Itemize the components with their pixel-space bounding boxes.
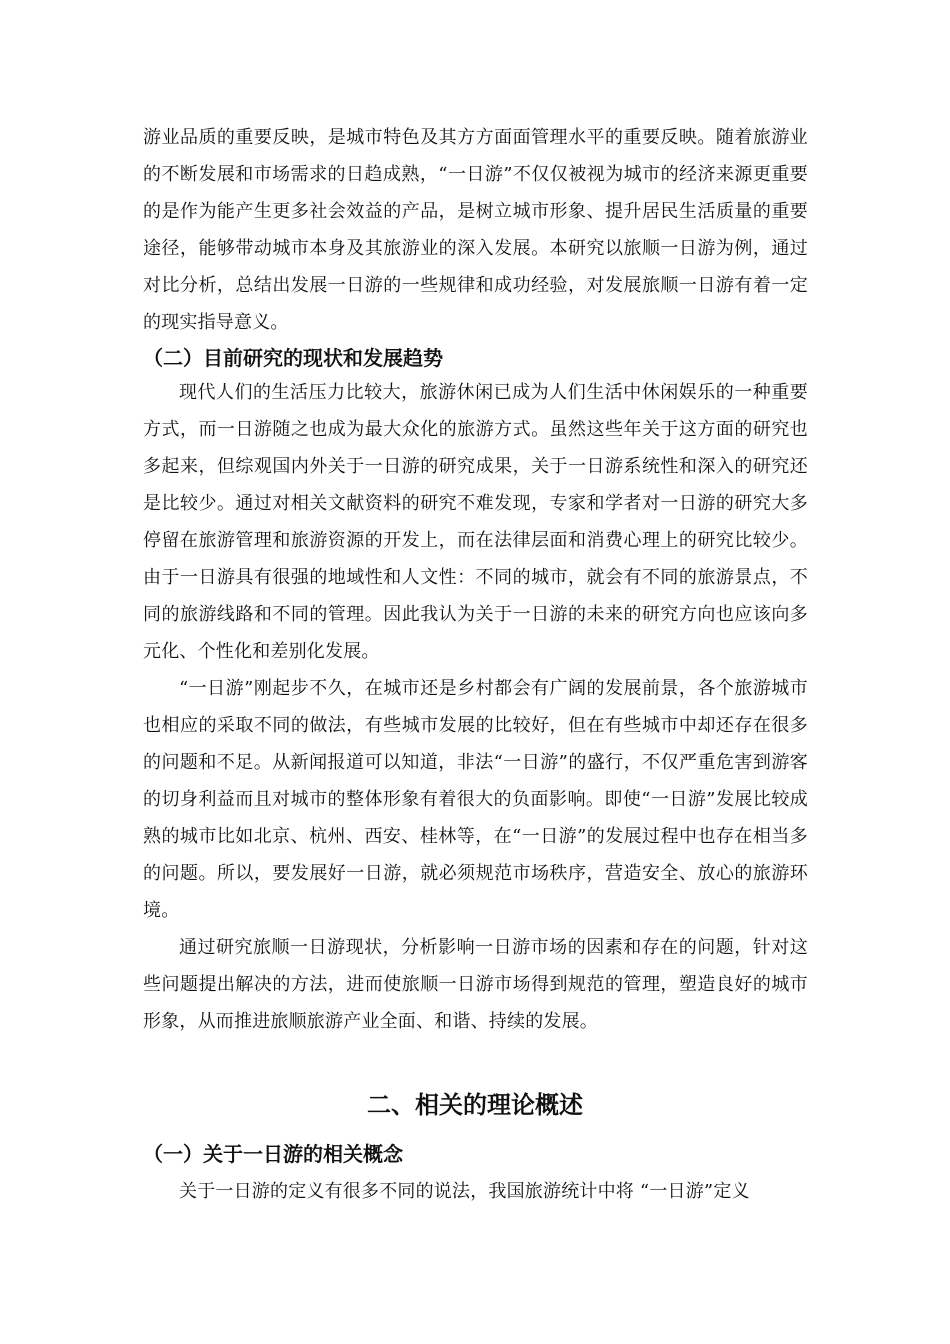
section-heading-concepts: （一）关于一日游的相关概念	[143, 1142, 403, 1166]
paragraph-development-issues: “一日游”刚起步不久，在城市还是乡村都会有广阔的发展前景，各个旅游城市也相应的采取不同的做法，有些城市发展的比较好，但在有些城市中却还存在很多的问题和不足。从新闻报道可以知道，非法“一日游”的盛行，不仅严重危害到游客的切身利益而且对城市的整体形象有着很大的负面影响。即使“一日游”发展比较成熟的城市比如北京、杭州、西安、桂林等，在“一日游”的发展过程中也存在相当多的问题。所以，要发展好一日游，就必须规范市场秩序，营造安全、放心的旅游环境。	[143, 678, 808, 921]
paragraph-intro-continued: 游业品质的重要反映，是城市特色及其方方面面管理水平的重要反映。随着旅游业的不断发展和市场需求的日趋成熟，“一日游”不仅仅被视为城市的经济来源更重要的是作为能产生更多社会效益的产品，是树立城市形象、提升居民生活质量的重要途径，能够带动城市本身及其旅游业的深入发展。本研究以旅顺一日游为例，通过对比分析，总结出发展一日游的一些规律和成功经验，对发展旅顺一日游有着一定的现实指导意义。	[143, 127, 808, 333]
paragraph-research-status: 现代人们的生活压力比较大，旅游休闲已成为人们生活中休闲娱乐的一种重要方式，而一日游随之也成为最大众化的旅游方式。虽然这些年关于这方面的研究也多起来，但综观国内外关于一日游的研究成果，关于一日游系统性和深入的研究还是比较少。通过对相关文献资料的研究不难发现，专家和学者对一日游的研究大多停留在旅游管理和旅游资源的开发上，而在法律层面和消费心理上的研究比较少。由于一日游具有很强的地域性和人文性：不同的城市，就会有不同的旅游景点，不同的旅游线路和不同的管理。因此我认为关于一日游的未来的研究方向也应该向多元化、个性化和差别化发展。	[143, 382, 808, 662]
paragraph-definition: 关于一日游的定义有很多不同的说法，我国旅游统计中将 “一日游”定义	[179, 1181, 750, 1202]
chapter-title: 二、相关的理论概述	[367, 1091, 583, 1119]
paragraph-research-purpose: 通过研究旅顺一日游现状，分析影响一日游市场的因素和存在的问题，针对这些问题提出解决的方法，进而使旅顺一日游市场得到规范的管理，塑造良好的城市形象，从而推进旅顺旅游产业全面、和谐、持续的发展。	[143, 937, 808, 1032]
section-heading-research-status: （二）目前研究的现状和发展趋势	[143, 346, 443, 370]
